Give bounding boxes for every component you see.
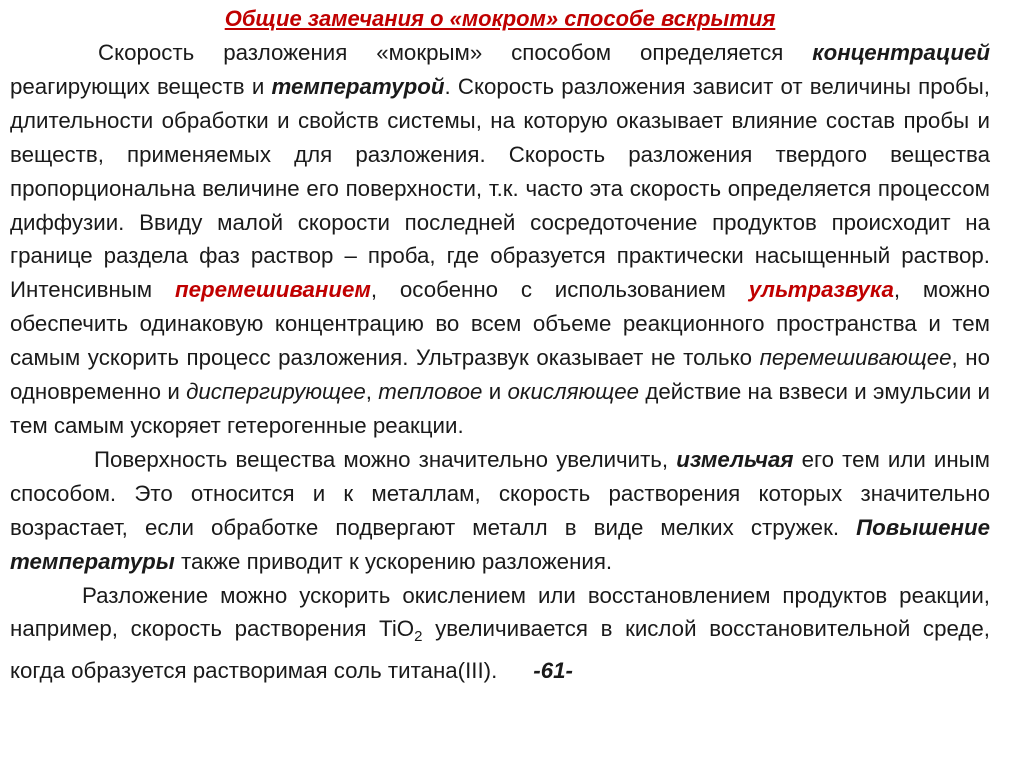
text-span: Разложение можно ускорить окислением или восстановлением продуктов реакции, например, скорость растворения TiO bbox=[10, 582, 990, 642]
emphasis-concentration: концентрацией bbox=[812, 40, 990, 65]
page-title: Общие замечания о «мокром» способе вскрытия bbox=[224, 6, 776, 31]
text-span: действие на взвеси и эмульсии и тем самым ускоряет гетерогенные реакции. bbox=[10, 379, 991, 438]
text-span: , особенно с использованием bbox=[370, 277, 726, 303]
emphasis-mixing-effect: перемешивающее bbox=[759, 345, 952, 371]
text-span: , можно обеспечить одинаковую концентрацию во всем объеме реакционного пространства и тем самым ускорить процесс разложения. Ультразвук оказывает не только bbox=[10, 277, 990, 371]
document-page bbox=[10, 4, 990, 688]
emphasis-temperature: температурой bbox=[271, 73, 445, 99]
emphasis-oxidizing: окисляющее bbox=[507, 379, 640, 405]
emphasis-dispersing: диспергирующее bbox=[186, 379, 366, 405]
emphasis-thermal: тепловое bbox=[378, 379, 483, 405]
text-span: также приводит к ускорению разложения. bbox=[181, 548, 613, 574]
text-span: , bbox=[365, 379, 372, 405]
text-span: его тем или иным способом. Это относится и к металлам, скорость растворения которых значительно возрастает, если обработке подвергают металл в виде мелких стружек. bbox=[10, 446, 991, 540]
text-span: Скорость разложения «мокрым» способом определяется bbox=[98, 40, 784, 65]
text-span: и bbox=[488, 379, 502, 405]
emphasis-grinding: измельчая bbox=[676, 446, 794, 472]
text-span: реагирующих веществ и bbox=[10, 73, 265, 99]
text-span: , но одновременно и bbox=[10, 345, 991, 405]
emphasis-temperature-increase: Повышение температуры bbox=[10, 514, 990, 574]
paragraph-1 bbox=[10, 36, 990, 443]
subscript: 2 bbox=[414, 628, 423, 646]
paragraph-3 bbox=[10, 579, 990, 689]
highlight-mixing: перемешиванием bbox=[174, 277, 371, 303]
text-span: увеличивается в кислой восстановительной среде, когда образуется растворимая соль титана(III). bbox=[10, 616, 990, 684]
text-span: Поверхность вещества можно значительно увеличить, bbox=[94, 446, 669, 472]
highlight-ultrasound: ультразвука bbox=[748, 277, 894, 303]
paragraph-2 bbox=[10, 443, 990, 579]
page-number: -61- bbox=[533, 658, 573, 684]
text-span: . Скорость разложения зависит от величины пробы, длительности обработки и свойств системы, на которую оказывает влияние состав пробы и веществ, применяемых для разложения. Скорость разложения твердого вещества пропорциональна величине его поверхности, т.к. часто эта скорость определяется процессом диффузии. Ввиду малой скорости последней сосредоточение продуктов происходит на границе раздела фаз раствор – проба, где образуется практически насыщенный раствор. Интенсивным bbox=[10, 73, 990, 303]
